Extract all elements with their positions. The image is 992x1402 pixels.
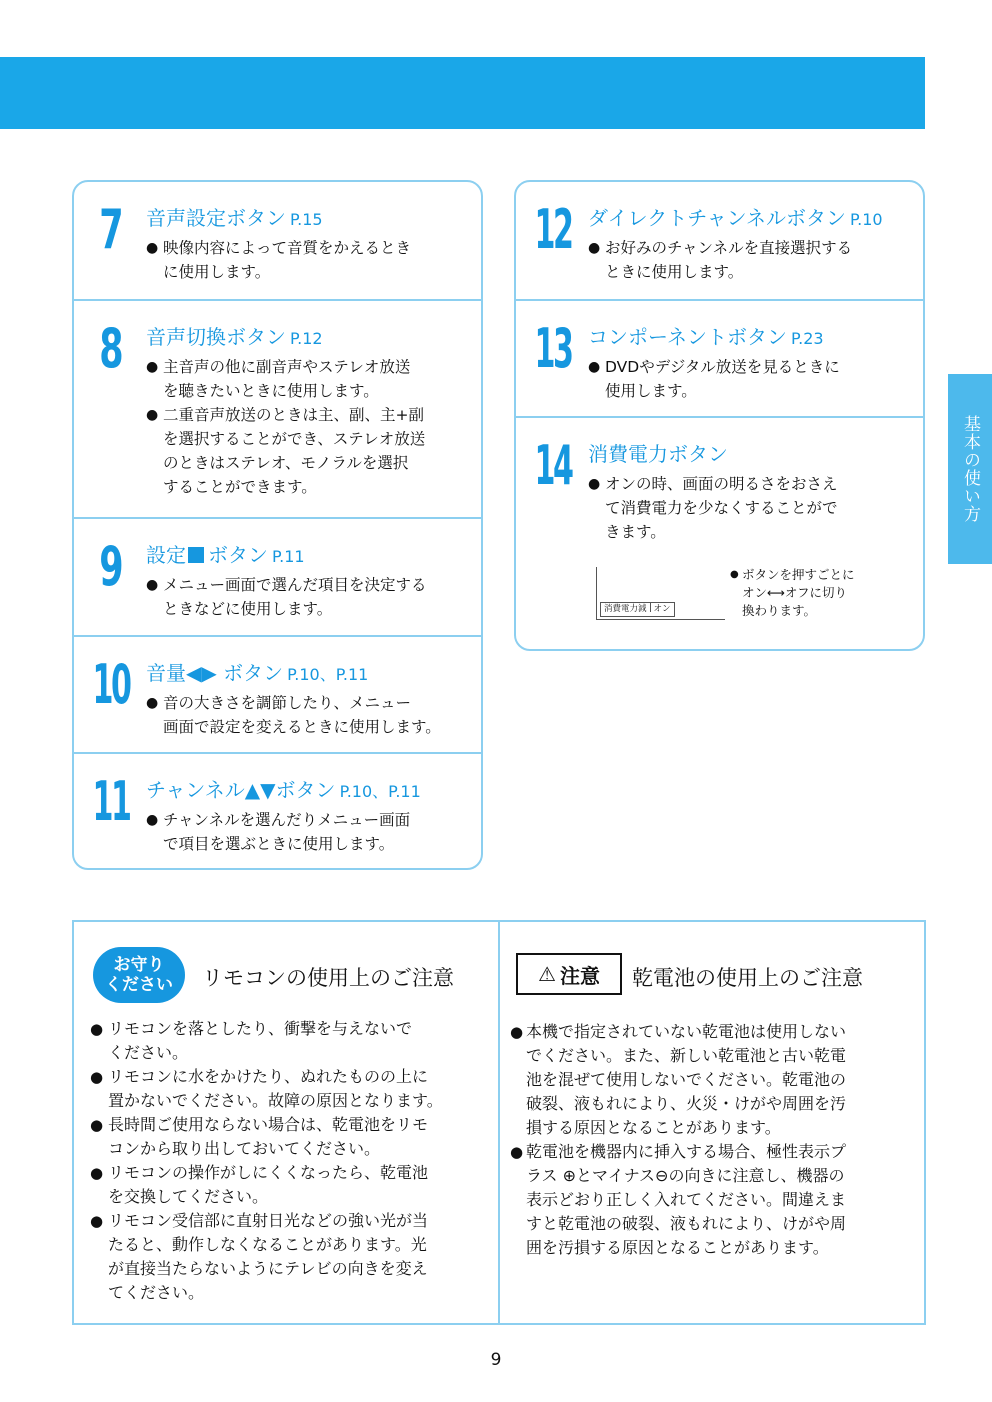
item-number: 12 [534, 198, 572, 261]
item-title: 消費電力ボタン [588, 442, 728, 466]
item-number: 13 [534, 317, 572, 380]
item-description: ● 二重音声放送のときは主、副、主+副 を選択することができ、ステレオ放送 のときはステレオ、モノラルを選択 することができます。 [146, 403, 475, 499]
item-number: 11 [92, 770, 130, 833]
on-screen-display: 消費電力減 オン [600, 602, 675, 617]
button-item-13 [516, 299, 923, 418]
caution-badge: ⚠ 注意 [516, 953, 622, 995]
item-title: 設定 ボタン P.11 [146, 543, 305, 567]
item-title: 音量◀▶ ボタン P.10、P.11 [146, 661, 369, 685]
list-item: ● リモコンに水をかけたり、ぬれたものの上に 置かないでください。故障の原因となります。 [88, 1065, 488, 1113]
item-number: 9 [99, 535, 121, 598]
list-item: ● 乾電池を機器内に挿入する場合、極性表示プ ラス ⊕とマイナス⊖の向きに注意し、機器の 表示どおり正しく入れてください。間違えま すと乾電池の破裂、液もれにより、けがや周 囲を汚損する原因となることがあります。 [510, 1140, 914, 1260]
button-item-9 [74, 517, 481, 636]
button-item-7 [74, 182, 481, 301]
page-number: 9 [490, 1350, 502, 1370]
item-description: ● チャンネルを選んだりメニュー画面 で項目を選ぶときに使用します。 [146, 808, 475, 856]
item-description: ● オンの時、画面の明るさをおさえ て消費電力を少なくすることがで きます。 [588, 472, 917, 544]
button-item-12 [516, 182, 923, 301]
list-item: ● 本機で指定されていない乾電池は使用しない でください。また、新しい乾電池と古い乾電 池を混ぜて使用しないでください。乾電池の 破裂、液もれにより、火災・けがや周囲を汚 損する原因となることがあります。 [510, 1020, 914, 1140]
square-icon [188, 547, 204, 563]
list-item: ● リモコン受信部に直射日光などの強い光が当 たると、動作しなくなることがあります。光 が直接当たらないようにテレビの向きを変え てください。 [88, 1209, 488, 1305]
power-button-note: ● ボタンを押すごとに オン⟷オフに切り 換わります。 [730, 566, 910, 620]
item-description: ● 主音声の他に副音声やステレオ放送 を聴きたいときに使用します。 [146, 355, 475, 403]
list-item: ● 長時間ご使用ならない場合は、乾電池をリモ コンから取り出しておいてください。 [88, 1113, 488, 1161]
list-item: ● リモコンの操作がしにくくなったら、乾電池 を交換してください。 [88, 1161, 488, 1209]
item-number: 10 [92, 653, 130, 716]
notices-box [72, 920, 926, 1325]
item-description: ● DVDやデジタル放送を見るときに 使用します。 [588, 355, 917, 403]
remote-notice-list [88, 1017, 488, 1305]
item-title: チャンネル▲▼ボタン P.10、P.11 [146, 778, 421, 802]
remote-notice-title: リモコンの使用上のご注意 [202, 966, 454, 990]
item-number: 8 [99, 317, 121, 380]
item-title: 音声設定ボタン P.15 [146, 206, 323, 230]
button-list-right [514, 180, 925, 651]
item-description: ● 音の大きさを調節したり、メニュー 画面で設定を変えるときに使用します。 [146, 691, 475, 739]
item-title: ダイレクトチャンネルボタン P.10 [588, 206, 883, 230]
header-bar [0, 57, 925, 129]
battery-notice-list [510, 1020, 914, 1260]
item-description: ● お好みのチャンネルを直接選択する ときに使用します。 [588, 236, 917, 284]
item-description: ● メニュー画面で選んだ項目を決定する ときなどに使用します。 [146, 573, 475, 621]
button-item-11 [74, 752, 481, 870]
button-item-8 [74, 299, 481, 518]
divider [498, 922, 500, 1323]
please-observe-badge: お守り ください [93, 947, 185, 1003]
button-list-left [72, 180, 483, 870]
item-title: 音声切換ボタン P.12 [146, 325, 323, 349]
button-item-10 [74, 635, 481, 754]
battery-notice-title: 乾電池の使用上のご注意 [632, 966, 863, 990]
item-number: 7 [99, 198, 121, 261]
item-title: コンポーネントボタン P.23 [588, 325, 824, 349]
item-description: ● 映像内容によって音質をかえるとき に使用します。 [146, 236, 475, 284]
list-item: ● リモコンを落としたり、衝撃を与えないで ください。 [88, 1017, 488, 1065]
warning-icon: ⚠ [538, 962, 556, 986]
item-number: 14 [534, 434, 572, 497]
section-tab: 基本の使い方 [948, 374, 992, 564]
